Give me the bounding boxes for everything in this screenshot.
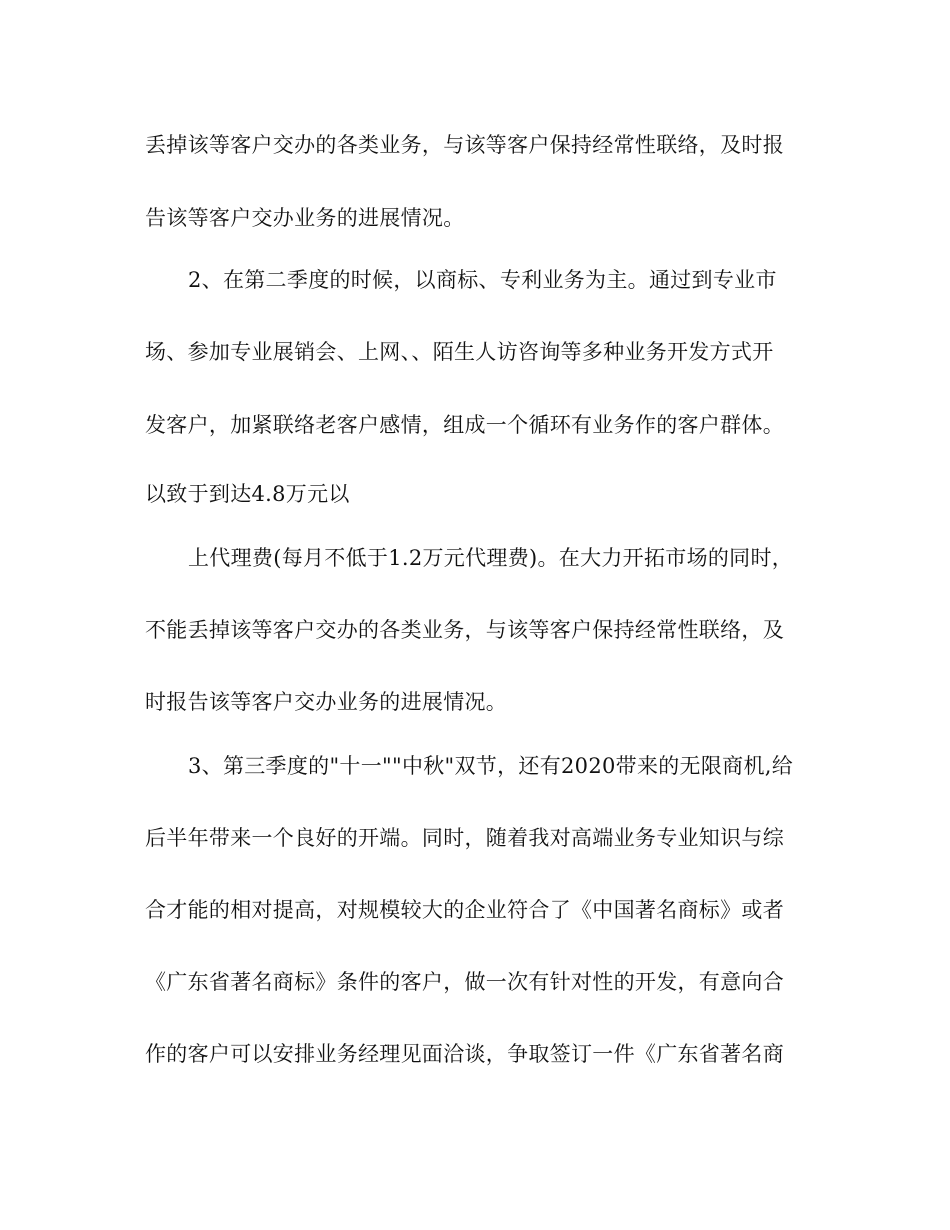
text-line: 丢掉该等客户交办的各类业务，与该等客户保持经常性联络，及时报: [145, 133, 784, 157]
paragraph-2-start: 2、在第二季度的时候，以商标、专利业务为主。通过到专业市: [188, 268, 777, 292]
paragraph-3-start: 3、第三季度的"十一""中秋"双节，还有2020带来的无限商机,给: [188, 754, 794, 778]
text-line: 后半年带来一个良好的开端。同时，随着我对高端业务专业知识与综: [145, 826, 784, 850]
paragraph-continuation-start: 上代理费(每月不低于1.2万元代理费)。在大力开拓市场的同时，: [188, 546, 794, 570]
text-line: 不能丢掉该等客户交办的各类业务，与该等客户保持经常性联络，及: [145, 618, 784, 642]
text-line: 作的客户可以安排业务经理见面洽谈，争取签订一件《广东省著名商: [145, 1042, 784, 1066]
text-line: 合才能的相对提高，对规模较大的企业符合了《中国著名商标》或者: [145, 898, 784, 922]
text-line: 告该等客户交办业务的进展情况。: [145, 206, 465, 230]
text-line: 《广东省著名商标》条件的客户，做一次有针对性的开发，有意向合: [145, 970, 784, 994]
text-line: 发客户，加紧联络老客户感情，组成一个循环有业务作的客户群体。: [145, 413, 784, 437]
text-line: 场、参加专业展销会、上网、、陌生人访咨询等多种业务开发方式开: [145, 340, 774, 364]
text-line: 以致于到达4.8万元以: [145, 482, 350, 506]
text-line: 时报告该等客户交办业务的进展情况。: [145, 690, 508, 714]
